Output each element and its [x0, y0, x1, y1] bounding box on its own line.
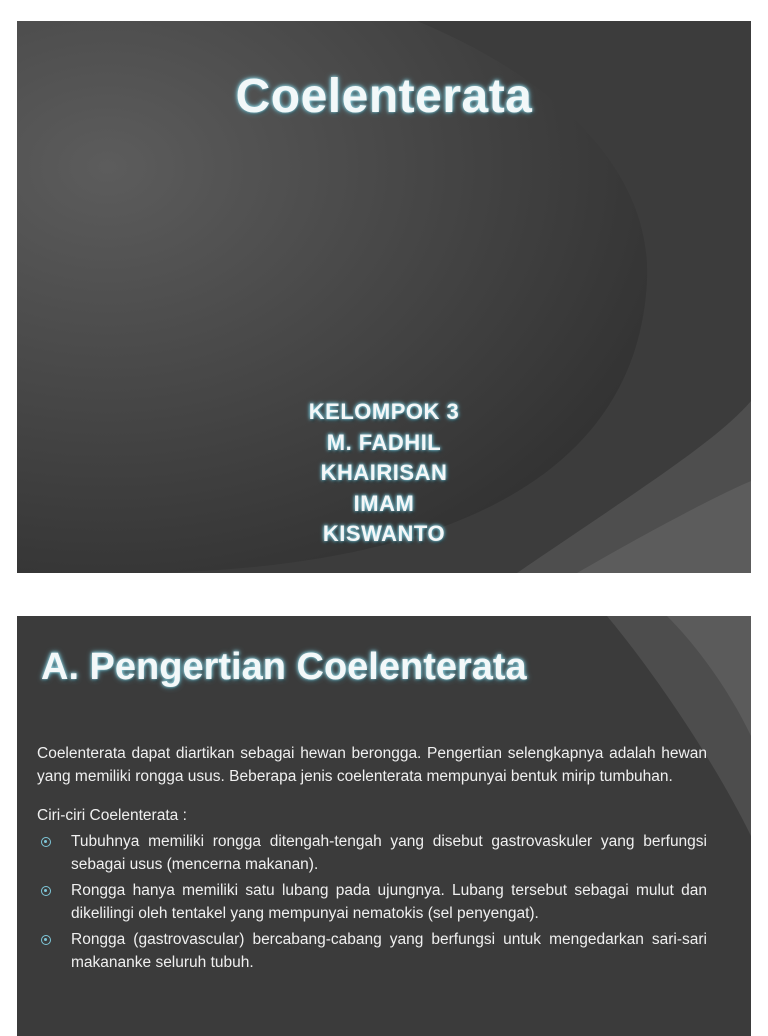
slide-title: A. Pengertian Coelenterata [41, 646, 527, 688]
slide-2 [17, 616, 751, 1036]
member-line: IMAM [353, 490, 415, 516]
slide-body [37, 742, 707, 977]
member-line: KISWANTO [322, 521, 446, 546]
definition-paragraph: Coelenterata dapat diartikan sebagai hewan berongga. Pengertian selengkapnya adalah hewan yang memiliki rongga usus. Beberapa jenis coelenterata mempunyai bentuk mirip tumbuhan. [37, 745, 707, 785]
list-item [37, 928, 707, 974]
member-line: KELOMPOK 3 [308, 399, 460, 424]
circle-bullet-icon [41, 886, 51, 896]
characteristics-heading: Ciri-ciri Coelenterata : [37, 807, 187, 824]
list-item [37, 830, 707, 876]
circle-bullet-icon [41, 837, 51, 847]
list-item-text: Tubuhnya memiliki rongga ditengah-tengah yang disebut gastrovaskuler yang berfungsi sebagai usus (mencerna makanan). [71, 833, 707, 873]
circle-bullet-icon [41, 935, 51, 945]
member-line: KHAIRISAN [320, 460, 448, 485]
group-members [17, 397, 751, 550]
slide-1 [17, 21, 751, 573]
slide-title: Coelenterata [235, 70, 533, 123]
list-item-text: Rongga (gastrovascular) bercabang-cabang yang berfungsi untuk mengedarkan sari-sari makananke seluruh tubuh. [71, 931, 707, 971]
list-item-text: Rongga hanya memiliki satu lubang pada ujungnya. Lubang tersebut sebagai mulut dan dikelilingi oleh tentakel yang mempunyai nematokis (sel penyengat). [71, 882, 707, 922]
list-item [37, 879, 707, 925]
member-line: M. FADHIL [326, 429, 442, 455]
characteristics-list [37, 830, 707, 974]
